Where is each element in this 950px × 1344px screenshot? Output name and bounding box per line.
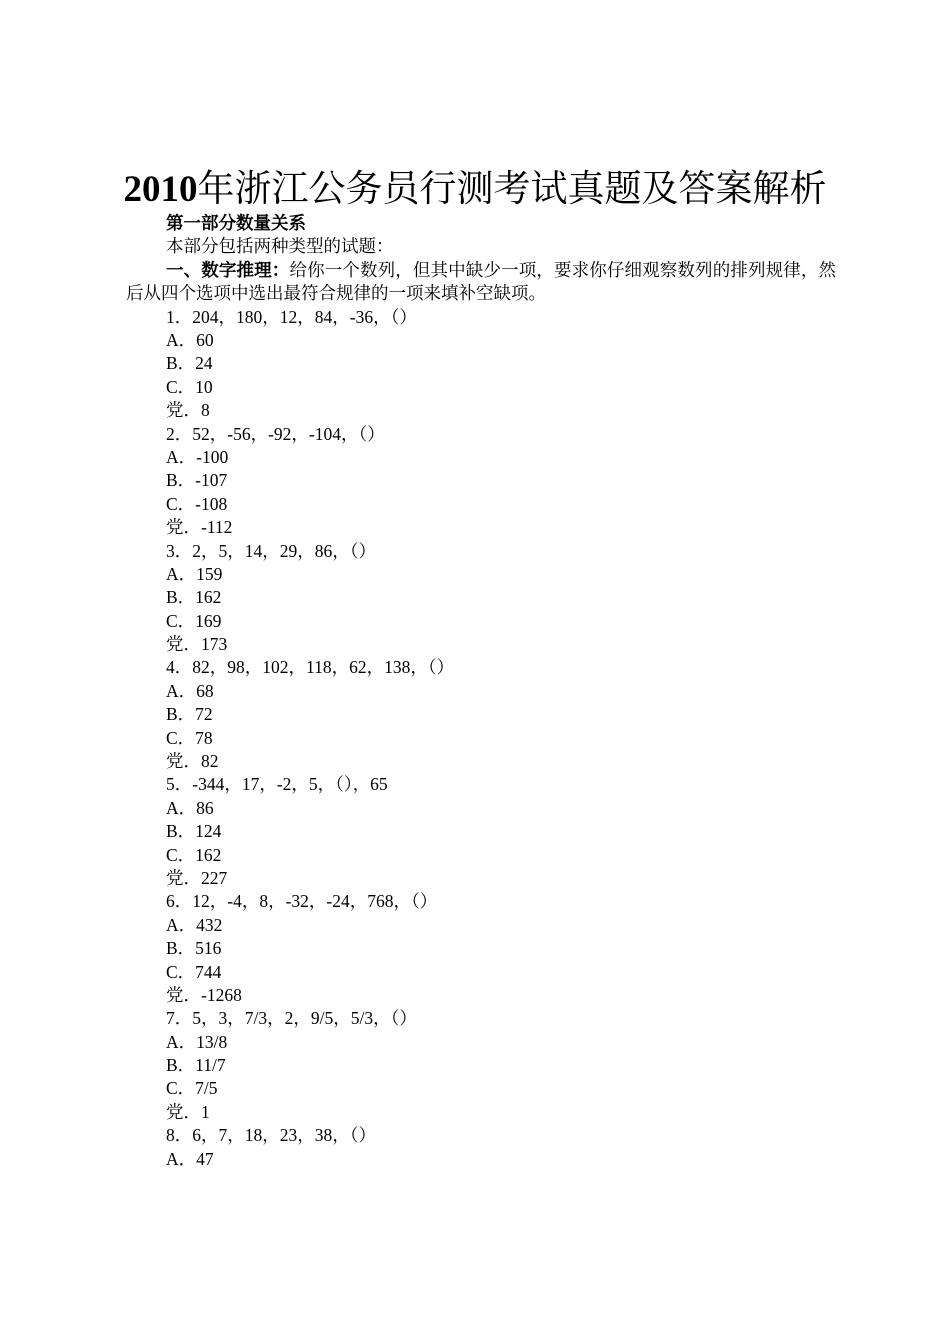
question-stem: 6．12，-4，8，-32，-24，768，（） (166, 891, 438, 912)
option-c: C．169 (166, 610, 222, 631)
option-c: C．162 (166, 844, 222, 865)
question-stem: 1．204，180，12，84，-36，（） (166, 306, 417, 327)
question-item (166, 1007, 836, 1124)
option-d: 党．173 (166, 634, 228, 655)
option-c: C．744 (166, 961, 222, 982)
option-c: C．78 (166, 727, 213, 748)
question-stem: 4．82，98，102，118，62，138，（） (166, 657, 455, 678)
question-stem: 8．6，7，18，23，38，（） (166, 1125, 376, 1146)
option-a: A．-100 (166, 446, 229, 467)
option-a: A．60 (166, 329, 214, 350)
question-item (166, 540, 836, 657)
option-d: 党．1 (166, 1101, 210, 1122)
option-b: B．-107 (166, 470, 228, 491)
page-title (0, 165, 950, 215)
question-item (166, 1124, 836, 1171)
question-item (166, 656, 836, 773)
question-item (166, 773, 836, 890)
option-b: B．124 (166, 821, 222, 842)
question-stem: 3．2，5，14，29，86，（） (166, 540, 376, 561)
option-b: B．516 (166, 938, 222, 959)
intro-text: 本部分包括两种类型的试题： (166, 236, 394, 257)
question-item (166, 306, 836, 423)
option-b: B．72 (166, 704, 213, 725)
question-item (166, 890, 836, 1007)
option-c: C．10 (166, 376, 213, 397)
question-list (126, 306, 836, 1171)
title-text: 年浙江公务员行测考试真题及答案解析 (197, 169, 827, 210)
question-item (166, 423, 836, 540)
option-c: C．-108 (166, 493, 228, 514)
question-stem: 2．52，-56，-92，-104，（） (166, 423, 385, 444)
option-c: C．7/5 (166, 1078, 218, 1099)
option-b: B．24 (166, 353, 213, 374)
option-a: A．159 (166, 563, 223, 584)
option-d: 党．-112 (166, 517, 233, 538)
option-b: B．11/7 (166, 1055, 226, 1076)
option-a: A．432 (166, 914, 223, 935)
document-body (126, 212, 836, 1171)
option-a: A．68 (166, 680, 214, 701)
option-a: A．47 (166, 1148, 214, 1169)
title-year: 2010 (123, 169, 198, 210)
section-label: 一、数字推理： (166, 259, 290, 280)
option-d: 党．8 (166, 400, 210, 421)
part-heading: 第一部分数量关系 (166, 213, 306, 233)
option-b: B．162 (166, 587, 222, 608)
option-d: 党．82 (166, 751, 219, 772)
option-d: 党．227 (166, 867, 228, 888)
question-stem: 5．-344，17，-2，5，（），65 (166, 774, 388, 795)
option-a: A．13/8 (166, 1031, 228, 1052)
question-stem: 7．5，3，7/3，2，9/5，5/3，（） (166, 1008, 417, 1029)
option-d: 党．-1268 (166, 984, 242, 1005)
section-paragraph (126, 259, 836, 306)
option-a: A．86 (166, 797, 214, 818)
section-text: 给你一个数列，但其中缺少一项，要求你仔细观察数列的排列规律，然后从四个选项中选出最符合规律的一项来填补空缺项。 (126, 259, 837, 304)
